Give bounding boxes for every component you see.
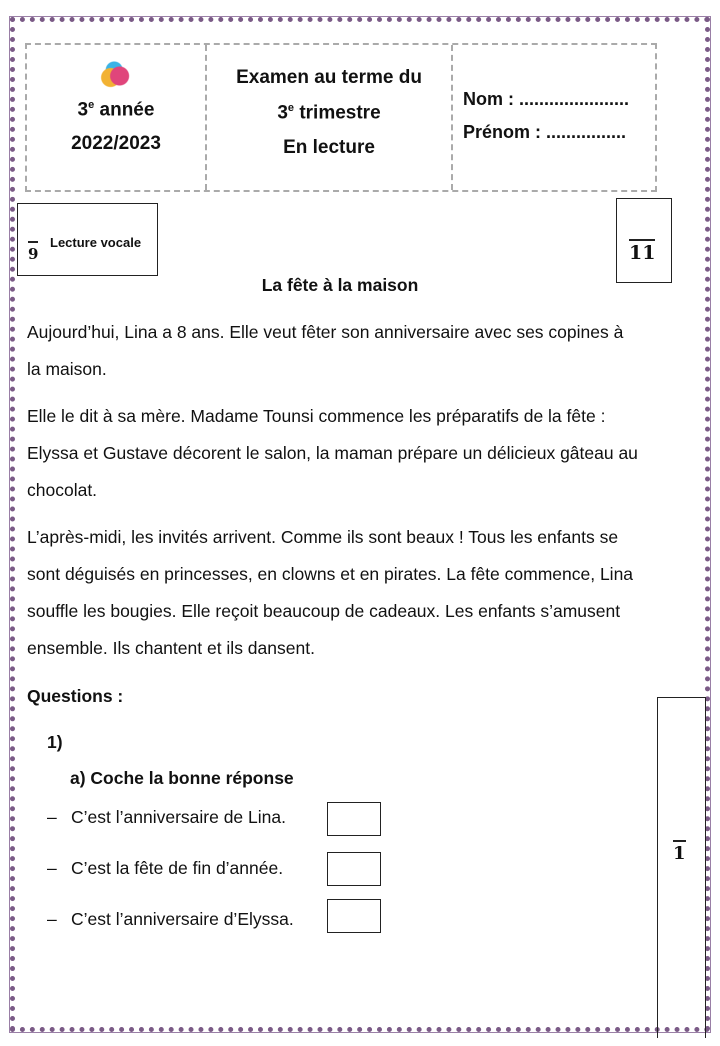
paragraph-line: Aujourd’hui, Lina a 8 ans. Elle veut fêter son anniversaire avec ses copines à (27, 322, 624, 342)
bullet-dash: – (47, 858, 57, 878)
paragraph-line: la maison. (27, 359, 107, 379)
school-logo (98, 61, 134, 91)
school-year: 2022/2023 (71, 133, 161, 155)
header-student-cell (453, 45, 655, 190)
header-grade-cell (27, 45, 207, 190)
option-checkbox[interactable] (327, 802, 381, 836)
trimester: 3e trimestre (277, 102, 381, 124)
paragraph-line: souffle les bougies. Elle reçoit beaucoup de cadeaux. Les enfants s’amusent (27, 601, 621, 621)
paragraph-line: Elle le dit à sa mère. Madame Tounsi commence les préparatifs de la fête : (27, 406, 606, 426)
option-checkbox[interactable] (327, 899, 381, 933)
question-score-box (657, 697, 706, 1038)
option-checkbox[interactable] (327, 852, 381, 886)
question-number: 1) (47, 732, 63, 752)
lecture-vocale-box (17, 203, 158, 276)
bullet-dash: – (47, 807, 57, 827)
total-score-box (616, 198, 672, 283)
nom-field[interactable]: Nom : ...................... (463, 89, 630, 109)
bullet-dash: – (47, 909, 57, 929)
paragraph-line: ensemble. Ils chantent et ils dansent. (27, 638, 315, 658)
lecture-vocale-label: Lecture vocale (50, 235, 142, 250)
text-title: La fête à la maison (261, 275, 419, 295)
header-table (25, 43, 657, 192)
grade: 3e année (77, 99, 155, 121)
paragraph-line: sont déguisés en princesses, en clowns et en pirates. La fête commence, Lina (27, 564, 634, 584)
exam-title: Examen au terme du (236, 67, 422, 88)
paragraph-line: L’après-midi, les invités arrivent. Comme ils sont beaux ! Tous les enfants se (27, 527, 619, 547)
total-score: 11 (629, 239, 655, 263)
lecture-score: 9 (28, 241, 38, 262)
question-score: 1 (673, 840, 686, 863)
paragraph-line: Elyssa et Gustave décorent le salon, la maman prépare un délicieux gâteau au (27, 443, 638, 463)
questions-heading: Questions : (27, 686, 124, 706)
header-exam-cell (207, 45, 453, 190)
option-label: C’est la fête de fin d’année. (71, 858, 284, 878)
prenom-field[interactable]: Prénom : ................ (463, 122, 627, 142)
paragraph-line: chocolat. (27, 480, 98, 500)
exam-subject: En lecture (283, 137, 375, 159)
option-label: C’est l’anniversaire de Lina. (71, 807, 286, 827)
question-instruction: a) Coche la bonne réponse (70, 768, 294, 788)
option-label: C’est l’anniversaire d’Elyssa. (71, 909, 294, 929)
